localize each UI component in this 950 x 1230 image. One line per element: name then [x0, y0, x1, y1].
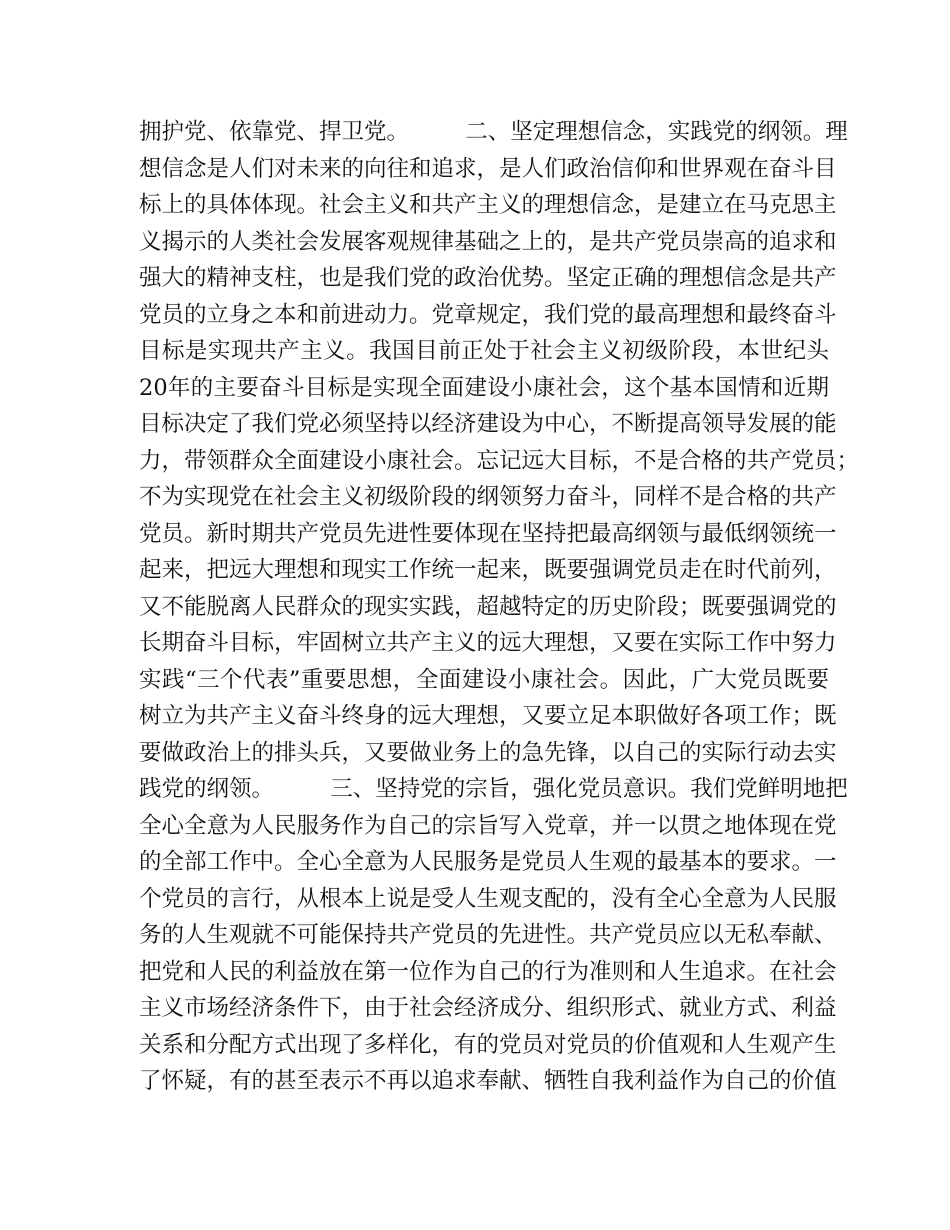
text-line: 想信念是人们对未来的向往和追求，是人们政治信仰和世界观在奋斗目 — [139, 155, 837, 182]
text-line: 主义市场经济条件下，由于社会经济成分、组织形式、就业方式、利益 — [139, 995, 837, 1021]
text-line: 党员的立身之本和前进动力。党章规定，我们党的最高理想和最终奋斗 — [139, 301, 837, 328]
text-line: 20年的主要奋斗目标是实现全面建设小康社会，这个基本国情和近期 — [139, 374, 829, 401]
text-line: 拥护党、依靠党、捍卫党。 二、坚定理想信念，实践党的纲领。理 — [139, 119, 848, 145]
text-line: 党员。新时期共产党员先进性要体现在坚持把最高纲领与最低纲领统一 — [139, 520, 837, 547]
text-line: 个党员的言行，从根本上说是受人生观支配的，没有全心全意为人民服 — [139, 885, 837, 912]
text-line: 把党和人民的利益放在第一位作为自己的行为准则和人生追求。在社会 — [139, 958, 837, 985]
text-line: 不为实现党在社会主义初级阶段的纲领努力奋斗，同样不是合格的共产 — [139, 484, 837, 510]
text-line: 要做政治上的排头兵，又要做业务上的急先锋，以自己的实际行动去实 — [139, 739, 837, 766]
text-line: 起来，把远大理想和现实工作统一起来，既要强调党员走在时代前列， — [139, 557, 837, 583]
text-line: 树立为共产主义奋斗终身的远大理想，又要立足本职做好各项工作；既 — [139, 703, 837, 729]
text-line: 的全部工作中。全心全意为人民服务是党员人生观的最基本的要求。一 — [139, 849, 837, 875]
text-line: 践党的纲领。 三、坚持党的宗旨，强化党员意识。我们党鲜明地把 — [139, 776, 848, 802]
text-line: 实践“三个代表”重要思想，全面建设小康社会。因此，广大党员既要 — [139, 666, 829, 693]
text-line: 又不能脱离人民群众的现实实践，超越特定的历史阶段；既要强调党的 — [139, 593, 837, 620]
text-line: 标上的具体体现。社会主义和共产主义的理想信念，是建立在马克思主 — [139, 192, 837, 218]
text-line: 长期奋斗目标，牢固树立共产主义的远大理想，又要在实际工作中努力 — [139, 630, 837, 656]
body-text — [139, 114, 860, 1100]
text-line: 关系和分配方式出现了多样化，有的党员对党员的价值观和人生观产生 — [139, 1031, 837, 1058]
text-line: 了怀疑，有的甚至表示不再以追求奉献、牺牲自我利益作为自己的价值 — [139, 1068, 837, 1094]
text-line: 义揭示的人类社会发展客观规律基础之上的，是共产党员崇高的追求和 — [139, 228, 837, 255]
text-line: 目标决定了我们党必须坚持以经济建设为中心，不断提高领导发展的能 — [139, 411, 837, 437]
text-line: 全心全意为人民服务作为自己的宗旨写入党章，并一以贯之地体现在党 — [139, 812, 837, 839]
text-line: 力，带领群众全面建设小康社会。忘记远大目标，不是合格的共产党员； — [139, 447, 860, 474]
text-line: 务的人生观就不可能保持共产党员的先进性。共产党员应以无私奉献、 — [139, 922, 837, 948]
text-line: 强大的精神支柱，也是我们党的政治优势。坚定正确的理想信念是共产 — [139, 265, 837, 291]
text-line: 目标是实现共产主义。我国目前正处于社会主义初级阶段，本世纪头 — [139, 338, 829, 364]
